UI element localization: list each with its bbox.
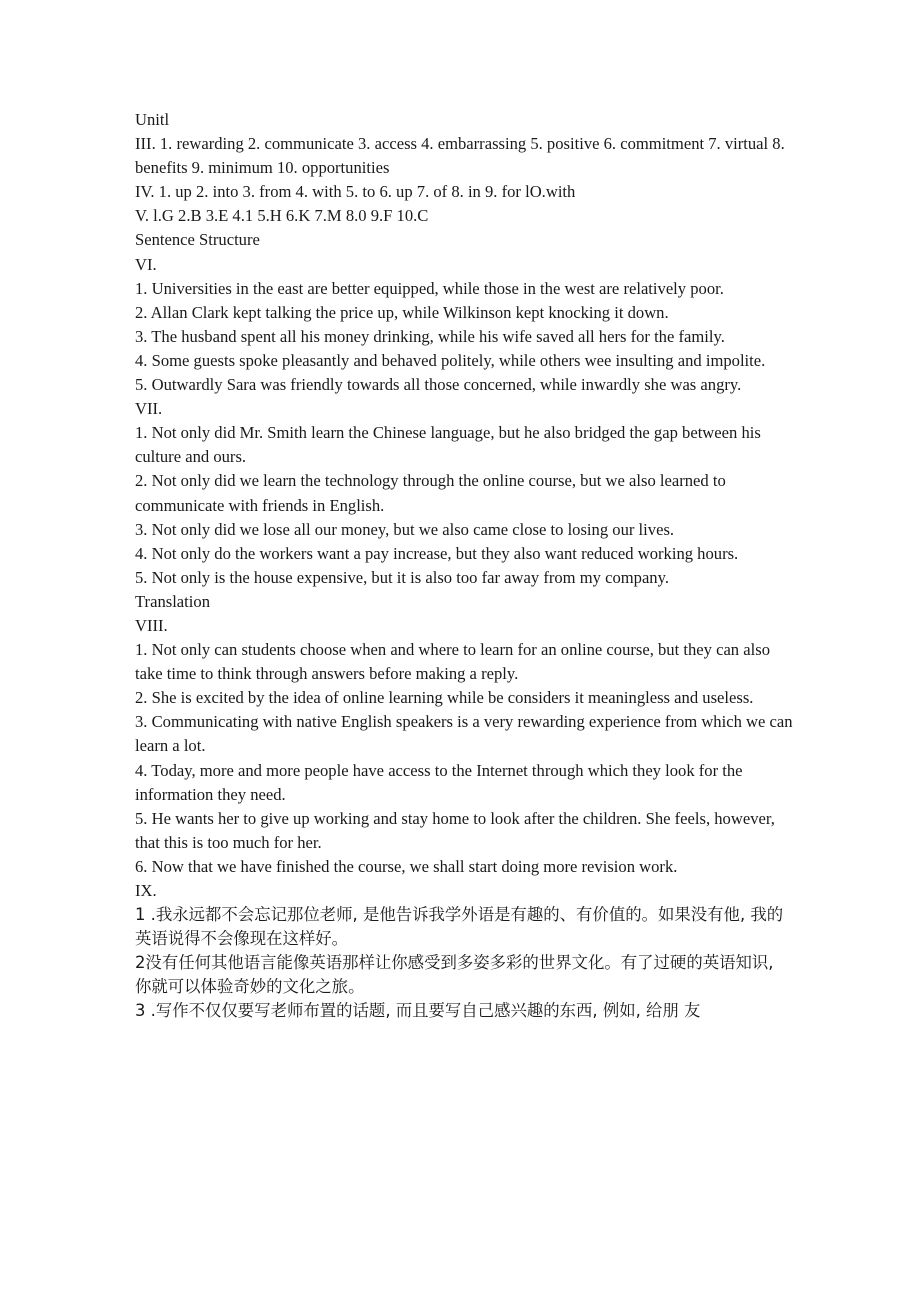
exercise-vii-item: 5. Not only is the house expensive, but it is also too far away from my company. — [135, 567, 669, 587]
exercise-viii-item: 3. Communicating with native English speakers is a very rewarding experience from which we can learn a lot. — [135, 712, 793, 756]
exercise-vi-item: 2. Allan Clark kept talking the price up, while Wilkinson kept knocking it down. — [135, 302, 669, 322]
exercise-vi-item: 1. Universities in the east are better equipped, while those in the west are relatively poor. — [135, 278, 724, 298]
exercise-vii-heading: VII. — [135, 399, 163, 419]
exercise-vii-item: 3. Not only did we lose all our money, but we also came close to losing our lives. — [135, 519, 675, 539]
exercise-ix-item: 2没有任何其他语言能像英语那样让你感受到多姿多彩的世界文化。有了过硬的英语知识, 你就可以体验奇妙的文化之旅。 — [135, 953, 774, 997]
exercise-vi-heading: VI. — [135, 254, 157, 274]
unit-title: Unitl — [135, 110, 170, 129]
section-heading-sentence-structure: Sentence Structure — [135, 230, 260, 250]
exercise-ix-item: 1 .我永远都不会忘记那位老师, 是他告诉我学外语是有趣的、有价值的。如果没有他, 我的英语说得不会像现在这样好。 — [135, 905, 784, 949]
exercise-iv-answers: IV. 1. up 2. into 3. from 4. with 5. to 6. up 7. of 8. in 9. for lO.with — [135, 182, 576, 202]
exercise-v-answers: V. l.G 2.B 3.E 4.1 5.H 6.K 7.M 8.0 9.F 10.C — [135, 206, 429, 226]
exercise-vii-item: 2. Not only did we learn the technology through the online course, but we also learned to communicate with friends in English. — [135, 471, 726, 515]
exercise-ix-item: 3 .写作不仅仅要写老师布置的话题, 而且要写自己感兴趣的东西, 例如, 给朋 友 — [135, 1001, 701, 1021]
document-page — [135, 108, 795, 1024]
exercise-viii-item: 2. She is excited by the idea of online learning while be considers it meaningless and useless. — [135, 688, 754, 708]
exercise-viii-heading: VIII. — [135, 615, 168, 635]
exercise-ix-heading: IX. — [135, 881, 157, 900]
exercise-vi-item: 3. The husband spent all his money drinking, while his wife saved all hers for the family. — [135, 326, 725, 346]
exercise-vii-item: 1. Not only did Mr. Smith learn the Chinese language, but he also bridged the gap between his culture and ours. — [135, 423, 761, 467]
section-heading-translation: Translation — [135, 591, 210, 611]
exercise-vi-item: 5. Outwardly Sara was friendly towards all those concerned, while inwardly she was angry. — [135, 375, 742, 395]
exercise-vi-item: 4. Some guests spoke pleasantly and behaved politely, while others wee insulting and impolite. — [135, 350, 766, 370]
exercise-viii-item: 1. Not only can students choose when and where to learn for an online course, but they can also take time to think through answers before making a reply. — [135, 640, 770, 684]
exercise-viii-item: 6. Now that we have finished the course, we shall start doing more revision work. — [135, 856, 678, 876]
exercise-viii-item: 4. Today, more and more people have access to the Internet through which they look for the information they need. — [135, 760, 743, 804]
exercise-iii-answers: III. 1. rewarding 2. communicate 3. access 4. embarrassing 5. positive 6. commitment 7. virtual 8. benefits 9. minimum 10. opportunities — [135, 134, 785, 178]
exercise-viii-item: 5. He wants her to give up working and stay home to look after the children. She feels, however, that this is too much for her. — [135, 808, 775, 852]
exercise-vii-item: 4. Not only do the workers want a pay increase, but they also want reduced working hours. — [135, 543, 739, 563]
